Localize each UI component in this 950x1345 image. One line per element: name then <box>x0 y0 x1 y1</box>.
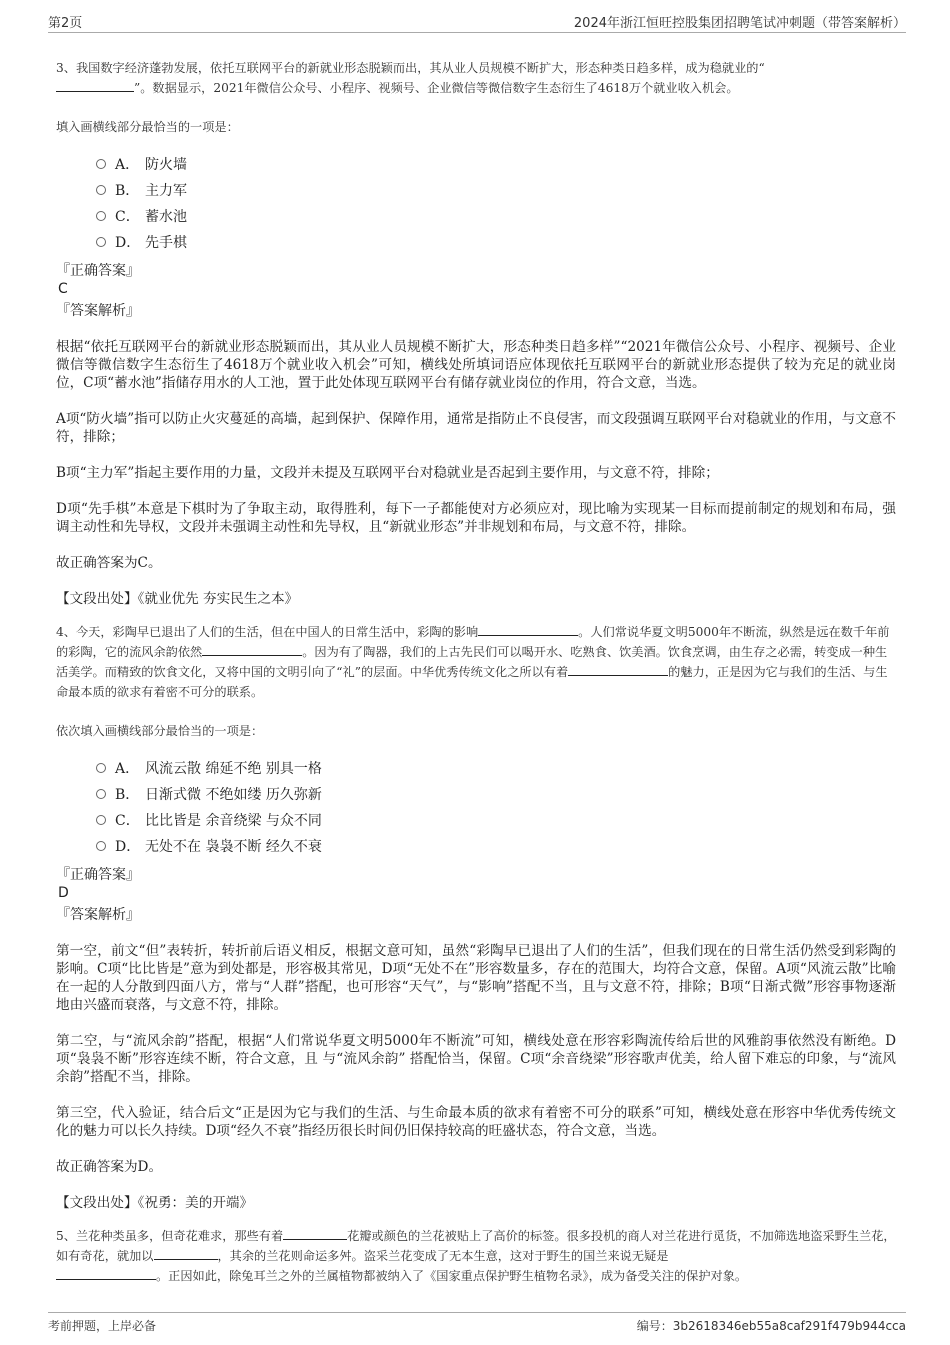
explanation-paragraph: 故正确答案为C。 <box>56 555 162 571</box>
explanation-paragraph: B项“主力军”指起主要作用的力量，文段并未提及互联网平台对稳就业是否起到主要作用，与文意不符，排除； <box>56 465 719 481</box>
explanation-paragraph: 根据“依托互联网平台的新就业形态脱颖而出，其从业人员规模不断扩大，形态种类日趋多样”“2021年微信公众号、小程序、视频号、企业微信等微信数字生态衍生了4618万个就业收入机会”可知，横线处所填词语应体现依托互联网平台的新就业形态提供了较为充足的就业岗位，C项“蓄水池”指储存用水的人工池，置于此处体现互联网平台有储存就业岗位的作用，符合文意，当选。 <box>56 339 896 391</box>
question-prompt: 填入画横线部分最恰当的一项是： <box>56 120 239 134</box>
option-b[interactable]: B． 日渐式微 不绝如缕 历久弥新 <box>96 782 896 808</box>
analysis-label: 『答案解析』 <box>56 907 140 923</box>
option-d[interactable]: D． 无处不在 袅袅不断 经久不衰 <box>96 834 896 860</box>
fill-blank <box>283 1227 347 1240</box>
correct-answer: C <box>58 281 68 297</box>
radio-icon[interactable] <box>96 815 106 825</box>
fill-blank <box>568 663 668 676</box>
radio-icon[interactable] <box>96 763 106 773</box>
radio-icon[interactable] <box>96 159 106 169</box>
question-5 <box>56 1226 896 1286</box>
options-list <box>96 152 896 256</box>
explanation-paragraph: A项“防火墙”指可以防止火灾蔓延的高墙，起到保护、保障作用，通常是指防止不良侵害，而文段强调互联网平台对稳就业的作用，与文意不符，排除； <box>56 411 896 445</box>
fill-blank <box>202 643 302 656</box>
explanation-paragraph: D项“先手棋”本意是下棋时为了争取主动，取得胜利，每下一子都能使对方必须应对，现比喻为实现某一目标而提前制定的规划和布局，强调主动性和先导权，文段并未强调主动性和先导权，且“新就业形态”并非规划和布局，与文意不符，排除。 <box>56 501 896 535</box>
page-number: 第2页 <box>48 16 83 31</box>
fill-blank <box>478 623 578 636</box>
option-c[interactable]: C． 蓄水池 <box>96 204 896 230</box>
analysis-label: 『答案解析』 <box>56 303 140 319</box>
explanation-paragraph: 第二空，与“流风余韵”搭配，根据“人们常说华夏文明5000年不断流”可知，横线处意在形容彩陶流传给后世的风雅韵事依然没有断绝。D项“袅袅不断”形容连续不断，符合文意，且 与“流风余韵” 搭配恰当，保留。C项“余音绕梁”形容歌声优美，给人留下难忘的印象，与“流风余韵”搭配不当，排除。 <box>56 1033 896 1085</box>
explanation-paragraph: 第三空，代入验证，结合后文“正是因为它与我们的生活、与生命最本质的欲求有着密不可分的联系”可知，横线处意在形容中华优秀传统文化的魅力可以长久持续。D项“经久不衰”指经历很长时间仍旧保持较高的旺盛状态，符合文意，当选。 <box>56 1105 896 1139</box>
option-b[interactable]: B． 主力军 <box>96 178 896 204</box>
fill-blank <box>56 79 134 92</box>
question-3 <box>56 58 896 608</box>
fill-blank <box>56 1267 156 1280</box>
document-id: 编号：3b2618346eb55a8caf291f479b944cca <box>636 1319 906 1333</box>
radio-icon[interactable] <box>96 237 106 247</box>
option-c[interactable]: C． 比比皆是 余音绕梁 与众不同 <box>96 808 896 834</box>
correct-answer: D <box>58 885 69 901</box>
fill-blank <box>154 1247 218 1260</box>
radio-icon[interactable] <box>96 211 106 221</box>
question-4 <box>56 622 896 1212</box>
explanation-paragraph: 故正确答案为D。 <box>56 1159 163 1175</box>
option-a[interactable]: A． 风流云散 绵延不绝 别具一格 <box>96 756 896 782</box>
page-header <box>48 10 906 33</box>
question-stem: 5、兰花种类虽多，但奇花难求，那些有着 花瓣或颜色的兰花被贴上了高价的标签。很多投机的商人对兰花进行觅货，不加筛选地盗采野生兰花，如有奇花，就加以 ，其余的兰花则命运多舛。盗采兰花变成了无本生意，这对于野生的国兰来说无疑是 。正因如此，除兔耳兰之外的兰属植物都被纳入了《国家重点保护野生植物名录》，成为备受关注的保护对象。 <box>56 1229 896 1283</box>
answer-label: 『正确答案』 <box>56 867 140 883</box>
source-citation: 【文段出处】《祝勇：美的开端》 <box>56 1195 254 1211</box>
document-title: 2024年浙江恒旺控股集团招聘笔试冲刺题（带答案解析） <box>573 16 906 31</box>
answer-label: 『正确答案』 <box>56 263 140 279</box>
question-stem: 4、今天，彩陶早已退出了人们的生活，但在中国人的日常生活中，彩陶的影响 。人们常说华夏文明5000年不断流，纵然是远在数千年前的彩陶，它的流风余韵依然 。因为有了陶器，我们的上古先民们可以喝开水、吃熟食、饮美酒。饮食烹调，由生存之必需，转变成一种生活美学。而精致的饮食文化，又将中国的文明引向了“礼”的层面。中华优秀传统文化之所以有着 的魅力，正是因为它与我们的生活、与生命最本质的欲求有着密不可分的联系。 <box>56 625 890 699</box>
footer-slogan: 考前押题，上岸必备 <box>48 1319 157 1333</box>
question-stem: 3、我国数字经济蓬勃发展，依托互联网平台的新就业形态脱颖而出，其从业人员规模不断扩大，形态种类日趋多样，成为稳就业的“ ”。数据显示，2021年微信公众号、小程序、视频号、企业微信等微信数字生态衍生了4618万个就业收入机会。 <box>56 61 765 95</box>
document-body <box>56 58 896 1286</box>
radio-icon[interactable] <box>96 185 106 195</box>
explanation-paragraph: 第一空，前文“但”表转折，转折前后语义相反，根据文意可知，虽然“彩陶早已退出了人们的生活”，但我们现在的日常生活仍然受到彩陶的影响。C项“比比皆是”意为到处都是，形容极其常见，D项“无处不在”形容数量多，存在的范围大，均符合文意，保留。A项“风流云散”比喻在一起的人分散到四面八方，常与“人群”搭配，也可形容“天气”，与“影响”搭配不当，且与文意不符，排除；B项“日渐式微”形容事物逐渐地由兴盛而衰落，与文意不符，排除。 <box>56 943 896 1013</box>
question-prompt: 依次填入画横线部分最恰当的一项是： <box>56 724 264 738</box>
radio-icon[interactable] <box>96 841 106 851</box>
page-footer <box>48 1312 906 1335</box>
option-d[interactable]: D． 先手棋 <box>96 230 896 256</box>
source-citation: 【文段出处】《就业优先 夯实民生之本》 <box>56 591 299 607</box>
options-list <box>96 756 896 860</box>
option-a[interactable]: A． 防火墙 <box>96 152 896 178</box>
radio-icon[interactable] <box>96 789 106 799</box>
